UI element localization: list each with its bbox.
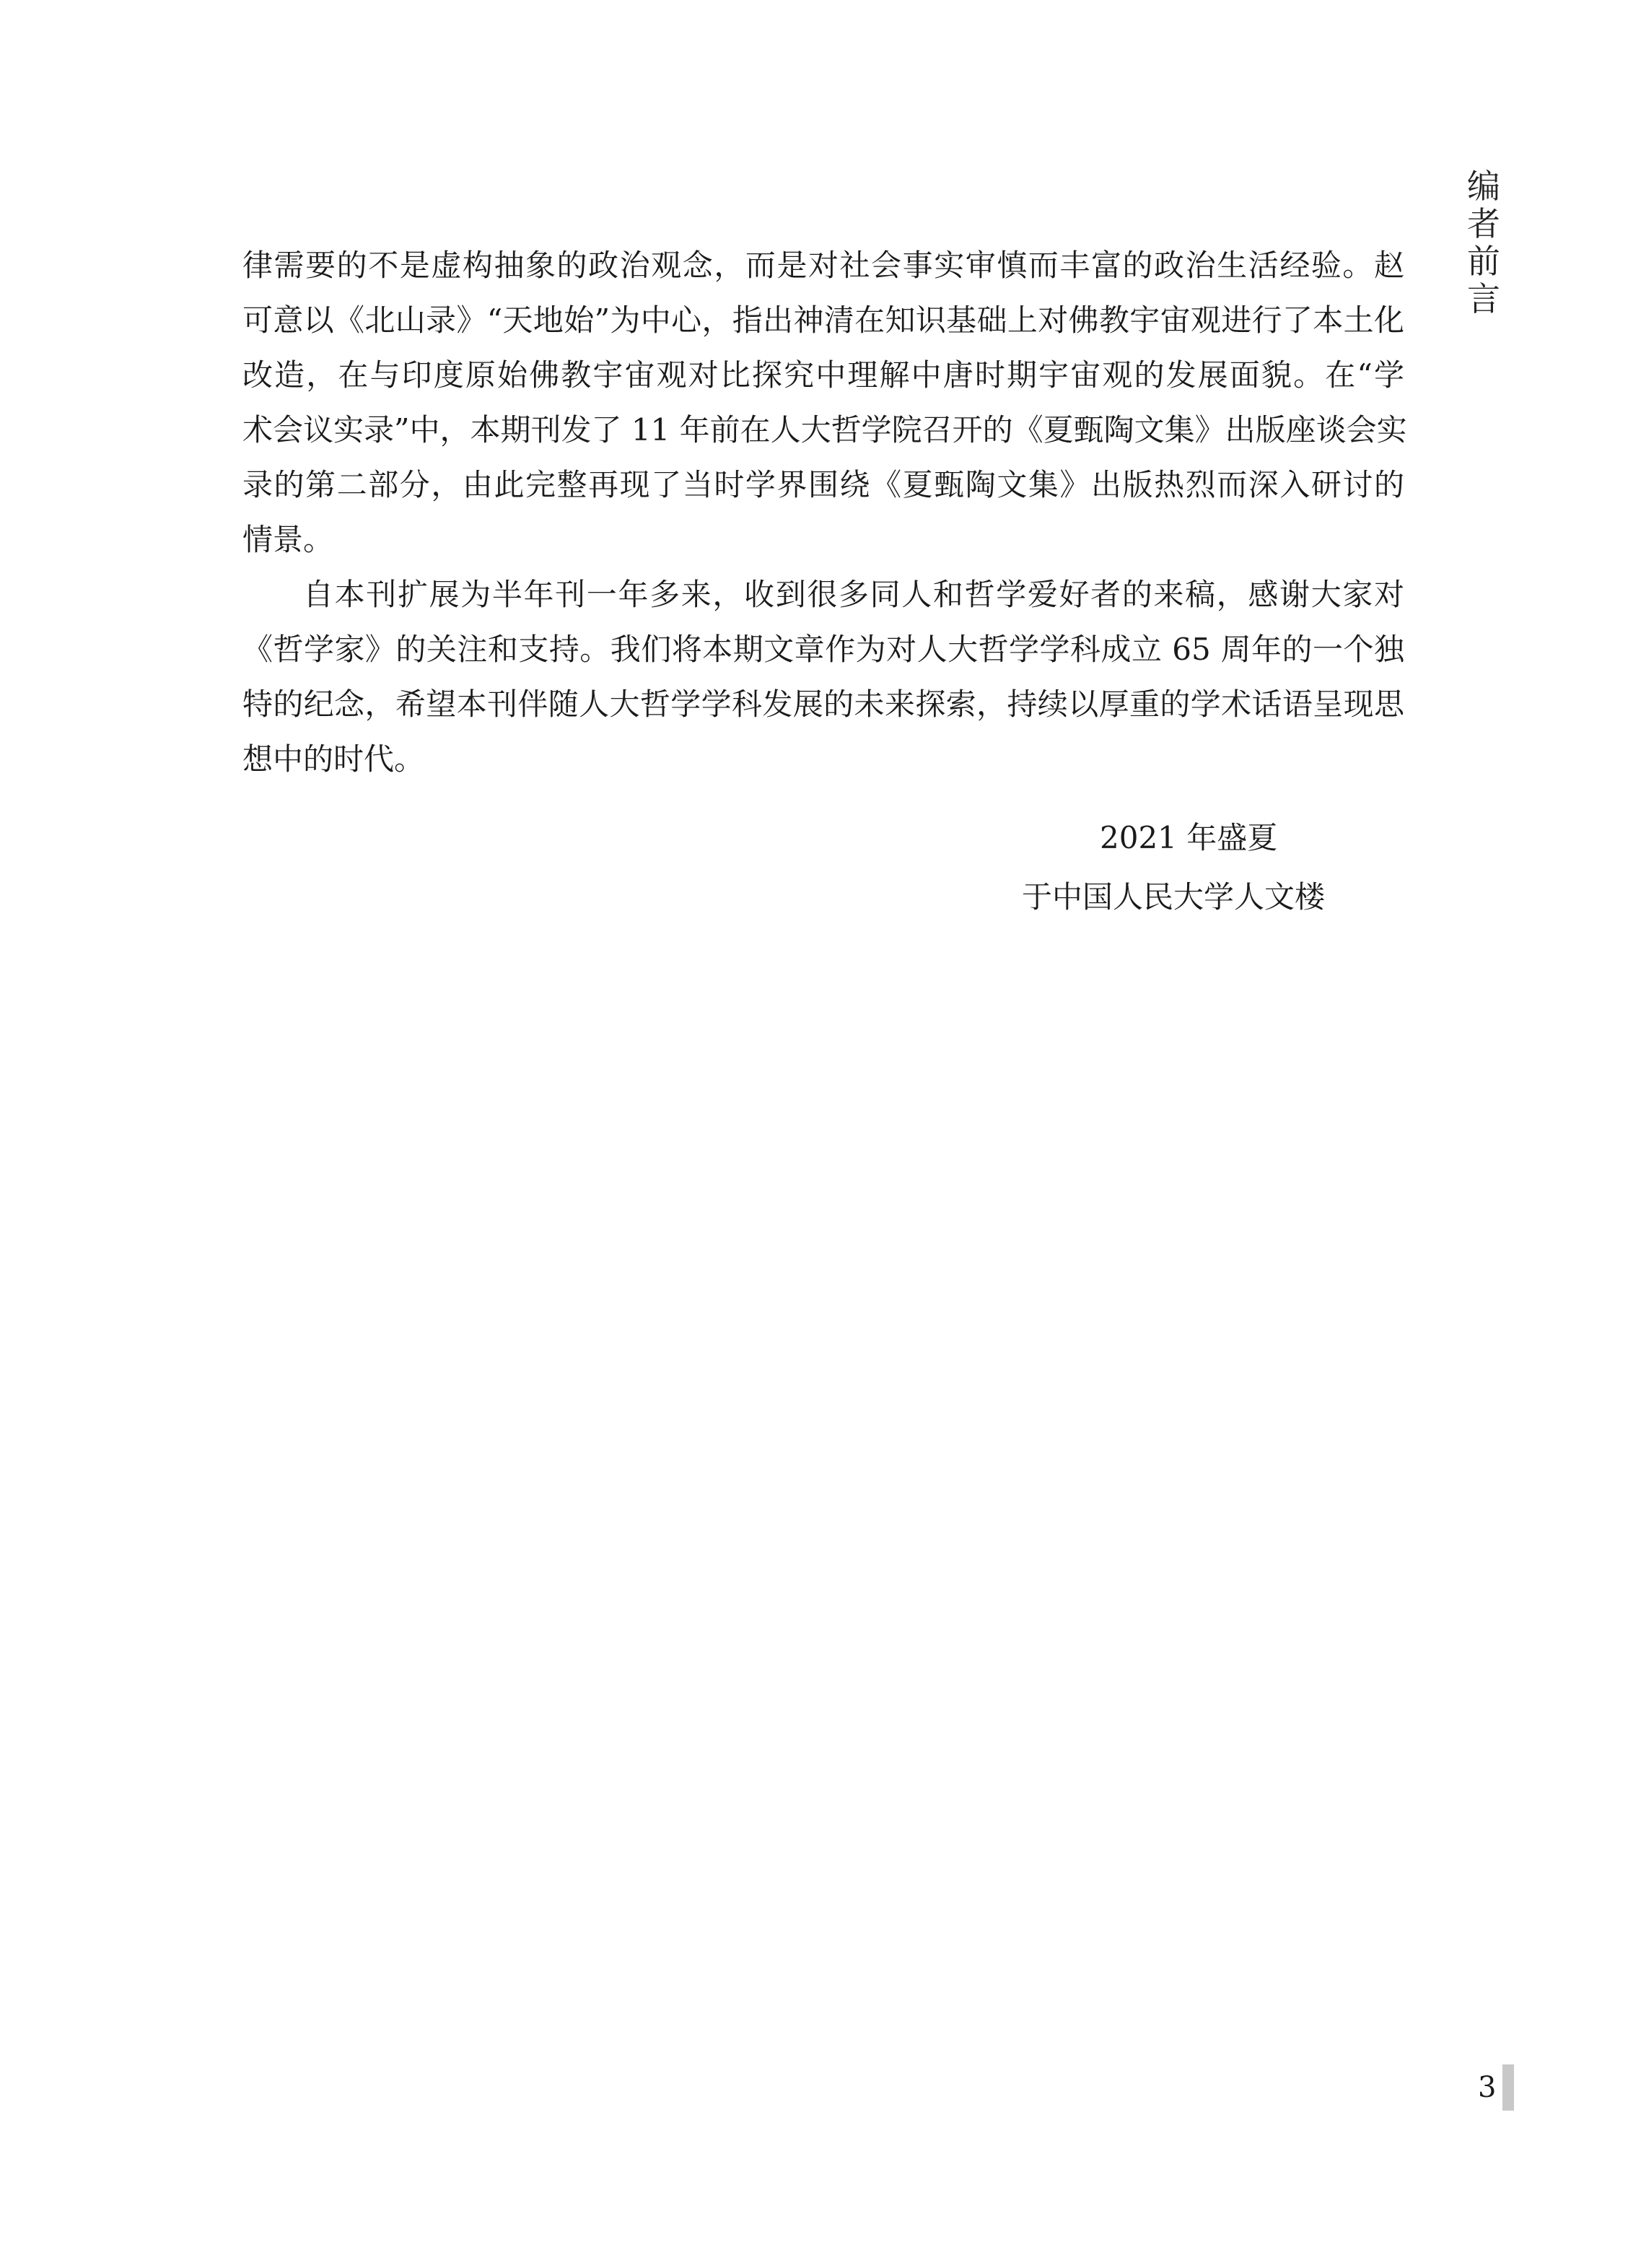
text-line: 情景。 bbox=[242, 522, 334, 557]
text-line: 可意以《北山录》“天地始”为中心，指出神清在知识基础上对佛教宇宙观进行了本土化 bbox=[242, 302, 1404, 338]
side-label-char: 者 bbox=[1467, 204, 1500, 243]
text-line: 特的纪念，希望本刊伴随人大哲学学科发展的未来探索，持续以厚重的学术话语呈现思 bbox=[242, 686, 1404, 722]
text-line: 改造，在与印度原始佛教宇宙观对比探究中理解中唐时期宇宙观的发展面貌。在“学 bbox=[242, 357, 1404, 393]
text-line: 想中的时代。 bbox=[242, 741, 425, 777]
text-line: 《哲学家》的关注和支持。我们将本期文章作为对人大哲学学科成立 65 周年的一个独 bbox=[242, 632, 1404, 667]
paragraph-2 bbox=[242, 567, 1404, 787]
page-number: 3 bbox=[1478, 2071, 1497, 2104]
text-line: 录的第二部分，由此完整再现了当时学界围绕《夏甄陶文集》出版热烈而深入研讨的 bbox=[242, 467, 1404, 502]
preface-body bbox=[242, 238, 1407, 787]
paragraph-1 bbox=[242, 238, 1407, 567]
side-label-char: 言 bbox=[1467, 279, 1500, 318]
signoff-place: 于中国人民大学人文楼 bbox=[1022, 879, 1326, 915]
text-line: 自本刊扩展为半年刊一年多来，收到很多同人和哲学爱好者的来稿，感谢大家对 bbox=[303, 577, 1404, 612]
text-line: 律需要的不是虚构抽象的政治观念，而是对社会事实审慎而丰富的政治生活经验。赵 bbox=[242, 248, 1404, 283]
signoff-date: 2021 年盛夏 bbox=[1100, 820, 1278, 855]
section-side-label bbox=[1462, 167, 1505, 318]
side-label-char: 编 bbox=[1467, 167, 1500, 206]
side-label-char: 前 bbox=[1467, 242, 1500, 281]
text-line: 术会议实录”中，本期刊发了 11 年前在人大哲学院召开的《夏甄陶文集》出版座谈会实 bbox=[242, 412, 1407, 448]
page-edge-tab bbox=[1502, 2064, 1514, 2111]
